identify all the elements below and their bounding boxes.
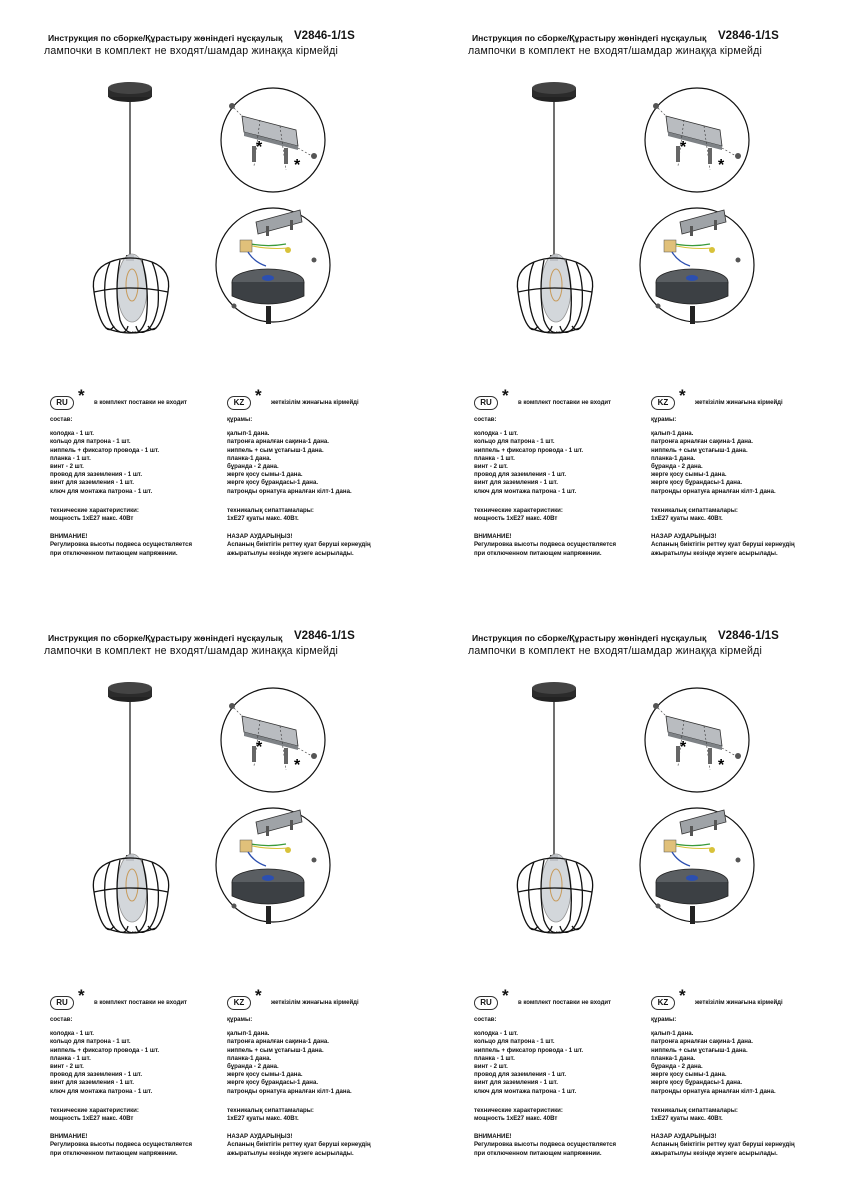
not-included-star-icon: *: [255, 986, 262, 1005]
bulbs-not-included-note: лампочки в комплект не входят/шамдар жинаққа кірмейді: [468, 45, 763, 57]
contents-title: құрамы:: [227, 416, 253, 423]
contents-title: құрамы:: [227, 1016, 253, 1023]
not-included-label: жеткізілім жинағына кірмейді: [695, 1000, 783, 1006]
warning-text: ажыратылуы кезінде жүзеге асырылады.: [651, 549, 778, 557]
warning-title: НАЗАР АУДАРЫҢЫЗ!: [227, 1133, 293, 1141]
warning-title: ВНИМАНИЕ!: [474, 1133, 512, 1141]
tech-specs-title: техникалық сипаттамалары:: [227, 506, 314, 514]
list-item: бұранда - 2 дана.: [227, 463, 279, 471]
not-included-label: в комплект поставки не входит: [518, 400, 611, 406]
pendant-lamp-illustration: [80, 80, 195, 340]
list-item: винт - 2 шт.: [474, 463, 508, 471]
kazakh-section: [651, 986, 841, 1158]
list-item: планка-1 дана.: [651, 1054, 696, 1062]
bulbs-not-included-note: лампочки в комплект не входят/шамдар жинаққа кірмейді: [44, 45, 339, 57]
tech-specs-value: мощность 1хЕ27 макс. 40Вт: [50, 515, 134, 523]
list-item: патронға арналған сақина-1 дана.: [651, 438, 754, 446]
list-item: жерге қосу бұрандасы-1 дана.: [227, 1079, 319, 1087]
marker-star: *: [256, 139, 263, 156]
list-item: планка-1 дана.: [651, 454, 696, 462]
list-item: провод для заземления - 1 шт.: [474, 471, 567, 479]
bulbs-not-included-note: лампочки в комплект не входят/шамдар жинаққа кірмейді: [468, 645, 763, 657]
list-item: патронға арналған сақина-1 дана.: [227, 1038, 330, 1046]
instruction-title: Инструкция по сборке/Құрастыру жөніндегі нұсқаулық: [472, 33, 707, 43]
warning-title: ВНИМАНИЕ!: [50, 533, 88, 541]
contents-title: состав:: [474, 416, 497, 423]
instruction-panel: [424, 600, 844, 1196]
list-item: жерге қосу бұрандасы-1 дана.: [651, 479, 743, 487]
list-item: ниппель + сым ұстағыш-1 дана.: [651, 446, 748, 454]
list-item: винт - 2 шт.: [50, 463, 84, 471]
list-item: винт для заземления - 1 шт.: [50, 479, 134, 487]
list-item: ниппель + сым ұстағыш-1 дана.: [227, 446, 324, 454]
pendant-lamp-illustration: [80, 680, 195, 940]
list-item: патронға арналған сақина-1 дана.: [227, 438, 330, 446]
warning-text: при отключенном питающем напряжении.: [50, 549, 178, 557]
list-item: кольцо для патрона - 1 шт.: [474, 1038, 555, 1046]
list-item: винт для заземления - 1 шт.: [50, 1079, 134, 1087]
list-item: бұранда - 2 дана.: [651, 463, 703, 471]
list-item: жерге қосу бұрандасы-1 дана.: [227, 479, 319, 487]
list-item: планка - 1 шт.: [50, 1054, 91, 1062]
list-item: планка - 1 шт.: [474, 454, 515, 462]
model-number: V2846-1/1S: [294, 630, 355, 642]
contents-list: [651, 430, 841, 496]
list-item: жерге қосу бұрандасы-1 дана.: [651, 1079, 743, 1087]
list-item: жерге қосу сымы-1 дана.: [651, 471, 727, 479]
contents-list: [227, 430, 417, 496]
list-item: жерге қосу сымы-1 дана.: [227, 1071, 303, 1079]
list-item: кольцо для патрона - 1 шт.: [50, 438, 131, 446]
list-item: кольцо для патрона - 1 шт.: [50, 1038, 131, 1046]
bulbs-not-included-note: лампочки в комплект не входят/шамдар жинаққа кірмейді: [44, 645, 339, 657]
list-item: ключ для монтажа патрона - 1 шт.: [474, 487, 577, 495]
list-item: бұранда - 2 дана.: [651, 1063, 703, 1071]
list-item: ниппель + фиксатор провода - 1 шт.: [50, 446, 160, 454]
warning-text: при отключенном питающем напряжении.: [474, 1149, 602, 1157]
instruction-panel: [0, 0, 420, 596]
warning: [474, 1133, 664, 1158]
tech-specs-value: 1хЕ27 қуаты макс. 40Вт.: [651, 515, 723, 523]
not-included-star-icon: *: [502, 986, 509, 1005]
list-item: провод для заземления - 1 шт.: [50, 471, 143, 479]
list-item: ниппель + сым ұстағыш-1 дана.: [227, 1046, 324, 1054]
list-item: планка - 1 шт.: [50, 454, 91, 462]
list-item: кольцо для патрона - 1 шт.: [474, 438, 555, 446]
not-included-star-icon: *: [679, 386, 686, 405]
list-item: ниппель + фиксатор провода - 1 шт.: [474, 1046, 584, 1054]
not-included-star-icon: *: [255, 386, 262, 405]
warning: [474, 533, 664, 558]
tech-specs: [227, 1107, 417, 1123]
list-item: винт - 2 шт.: [474, 1063, 508, 1071]
warning: [651, 533, 841, 558]
warning-title: ВНИМАНИЕ!: [50, 1133, 88, 1141]
tech-specs-title: техникалық сипаттамалары:: [651, 506, 738, 514]
list-item: колодка - 1 шт.: [474, 430, 518, 438]
list-item: ключ для монтажа патрона - 1 шт.: [474, 1087, 577, 1095]
not-included-star-icon: *: [78, 386, 85, 405]
tech-specs-title: техникалық сипаттамалары:: [227, 1106, 314, 1114]
warning-text: Аспаның биіктігін реттеу қуат беруші кернеудің: [651, 541, 795, 549]
warning-text: Аспаның биіктігін реттеу қуат беруші кернеудің: [227, 1141, 371, 1149]
mounting-bracket-detail: [638, 86, 756, 194]
list-item: қалып-1 дана.: [651, 430, 694, 438]
warning-text: Аспаның биіктігін реттеу қуат беруші кернеудің: [651, 1141, 795, 1149]
tech-specs: [474, 507, 664, 523]
instruction-title: Инструкция по сборке/Құрастыру жөніндегі нұсқаулық: [48, 633, 283, 643]
canopy-wiring-detail: [638, 200, 756, 330]
contents-list: [50, 1030, 240, 1096]
tech-specs-title: технические характеристики:: [50, 506, 139, 514]
ru-language-badge: RU: [474, 396, 498, 410]
contents-title: құрамы:: [651, 1016, 677, 1023]
tech-specs-value: 1хЕ27 қуаты макс. 40Вт.: [651, 1115, 723, 1123]
list-item: ключ для монтажа патрона - 1 шт.: [50, 1087, 153, 1095]
tech-specs-value: мощность 1хЕ27 макс. 40Вт: [50, 1115, 134, 1123]
tech-specs-value: 1хЕ27 қуаты макс. 40Вт.: [227, 1115, 299, 1123]
warning-text: Аспаның биіктігін реттеу қуат беруші кернеудің: [227, 541, 371, 549]
not-included-label: в комплект поставки не входит: [94, 1000, 187, 1006]
warning-title: ВНИМАНИЕ!: [474, 533, 512, 541]
contents-title: құрамы:: [651, 416, 677, 423]
tech-specs: [50, 1107, 240, 1123]
list-item: бұранда - 2 дана.: [227, 1063, 279, 1071]
list-item: провод для заземления - 1 шт.: [50, 1071, 143, 1079]
warning-title: НАЗАР АУДАРЫҢЫЗ!: [651, 1133, 717, 1141]
list-item: колодка - 1 шт.: [474, 1030, 518, 1038]
contents-list: [651, 1030, 841, 1096]
tech-specs-title: технические характеристики:: [474, 1106, 563, 1114]
list-item: ниппель + фиксатор провода - 1 шт.: [474, 446, 584, 454]
tech-specs-value: мощность 1хЕ27 макс. 40Вт: [474, 515, 558, 523]
list-item: патронды орнатуға арналған кілт-1 дана.: [651, 487, 776, 495]
mounting-bracket-detail: [214, 86, 332, 194]
marker-star: *: [680, 739, 687, 756]
tech-specs: [651, 1107, 841, 1123]
tech-specs: [50, 507, 240, 523]
list-item: патронды орнатуға арналған кілт-1 дана.: [227, 1087, 352, 1095]
canopy-wiring-detail: [214, 800, 332, 930]
kz-language-badge: KZ: [651, 396, 675, 410]
model-number: V2846-1/1S: [294, 30, 355, 42]
model-number: V2846-1/1S: [718, 30, 779, 42]
list-item: планка-1 дана.: [227, 1054, 272, 1062]
tech-specs-value: мощность 1хЕ27 макс. 40Вт: [474, 1115, 558, 1123]
tech-specs: [651, 507, 841, 523]
list-item: жерге қосу сымы-1 дана.: [227, 471, 303, 479]
kazakh-section: [227, 986, 417, 1158]
marker-star: *: [718, 757, 725, 774]
not-included-star-icon: *: [679, 986, 686, 1005]
list-item: планка - 1 шт.: [474, 1054, 515, 1062]
ru-language-badge: RU: [474, 996, 498, 1010]
not-included-star-icon: *: [502, 386, 509, 405]
instruction-panel: [0, 600, 420, 1196]
tech-specs-title: технические характеристики:: [474, 506, 563, 514]
not-included-label: жеткізілім жинағына кірмейді: [271, 1000, 359, 1006]
list-item: планка-1 дана.: [227, 454, 272, 462]
list-item: қалып-1 дана.: [227, 430, 270, 438]
list-item: қалып-1 дана.: [227, 1030, 270, 1038]
russian-section: [50, 986, 240, 1158]
list-item: жерге қосу сымы-1 дана.: [651, 1071, 727, 1079]
not-included-label: жеткізілім жинағына кірмейді: [271, 400, 359, 406]
warning-text: ажыратылуы кезінде жүзеге асырылады.: [227, 1149, 354, 1157]
list-item: колодка - 1 шт.: [50, 430, 94, 438]
tech-specs: [227, 507, 417, 523]
not-included-label: в комплект поставки не входит: [94, 400, 187, 406]
warning-text: ажыратылуы кезінде жүзеге асырылады.: [651, 1149, 778, 1157]
marker-star: *: [718, 157, 725, 174]
list-item: патронға арналған сақина-1 дана.: [651, 1038, 754, 1046]
warning-text: Регулировка высоты подвеса осуществляется: [50, 1141, 193, 1149]
pendant-lamp-illustration: [504, 80, 619, 340]
tech-specs-title: техникалық сипаттамалары:: [651, 1106, 738, 1114]
kz-language-badge: KZ: [227, 996, 251, 1010]
kazakh-section: [227, 386, 417, 558]
warning-title: НАЗАР АУДАРЫҢЫЗ!: [651, 533, 717, 541]
list-item: винт - 2 шт.: [50, 1063, 84, 1071]
list-item: провод для заземления - 1 шт.: [474, 1071, 567, 1079]
ru-language-badge: RU: [50, 396, 74, 410]
russian-section: [50, 386, 240, 558]
warning: [50, 533, 240, 558]
warning-text: при отключенном питающем напряжении.: [50, 1149, 178, 1157]
tech-specs-value: 1хЕ27 қуаты макс. 40Вт.: [227, 515, 299, 523]
list-item: ниппель + фиксатор провода - 1 шт.: [50, 1046, 160, 1054]
kz-language-badge: KZ: [651, 996, 675, 1010]
tech-specs: [474, 1107, 664, 1123]
warning-text: Регулировка высоты подвеса осуществляется: [50, 541, 193, 549]
russian-section: [474, 986, 664, 1158]
not-included-label: жеткізілім жинағына кірмейді: [695, 400, 783, 406]
warning-title: НАЗАР АУДАРЫҢЫЗ!: [227, 533, 293, 541]
ru-language-badge: RU: [50, 996, 74, 1010]
list-item: винт для заземления - 1 шт.: [474, 1079, 558, 1087]
warning-text: Регулировка высоты подвеса осуществляется: [474, 1141, 617, 1149]
model-number: V2846-1/1S: [718, 630, 779, 642]
marker-star: *: [294, 157, 301, 174]
contents-title: состав:: [50, 416, 73, 423]
list-item: патронды орнатуға арналған кілт-1 дана.: [227, 487, 352, 495]
marker-star: *: [294, 757, 301, 774]
russian-section: [474, 386, 664, 558]
not-included-label: в комплект поставки не входит: [518, 1000, 611, 1006]
list-item: винт для заземления - 1 шт.: [474, 479, 558, 487]
list-item: ниппель + сым ұстағыш-1 дана.: [651, 1046, 748, 1054]
instruction-title: Инструкция по сборке/Құрастыру жөніндегі нұсқаулық: [48, 33, 283, 43]
list-item: колодка - 1 шт.: [50, 1030, 94, 1038]
warning: [50, 1133, 240, 1158]
pendant-lamp-illustration: [504, 680, 619, 940]
mounting-bracket-detail: [214, 686, 332, 794]
warning-text: ажыратылуы кезінде жүзеге асырылады.: [227, 549, 354, 557]
kz-language-badge: KZ: [227, 396, 251, 410]
contents-list: [227, 1030, 417, 1096]
warning-text: Регулировка высоты подвеса осуществляется: [474, 541, 617, 549]
contents-list: [474, 1030, 664, 1096]
marker-star: *: [256, 739, 263, 756]
warning: [227, 1133, 417, 1158]
not-included-star-icon: *: [78, 986, 85, 1005]
contents-list: [474, 430, 664, 496]
contents-title: состав:: [50, 1016, 73, 1023]
instruction-title: Инструкция по сборке/Құрастыру жөніндегі нұсқаулық: [472, 633, 707, 643]
warning-text: при отключенном питающем напряжении.: [474, 549, 602, 557]
contents-title: состав:: [474, 1016, 497, 1023]
kazakh-section: [651, 386, 841, 558]
tech-specs-title: технические характеристики:: [50, 1106, 139, 1114]
contents-list: [50, 430, 240, 496]
canopy-wiring-detail: [638, 800, 756, 930]
list-item: патронды орнатуға арналған кілт-1 дана.: [651, 1087, 776, 1095]
marker-star: *: [680, 139, 687, 156]
list-item: ключ для монтажа патрона - 1 шт.: [50, 487, 153, 495]
instruction-panel: [424, 0, 844, 596]
warning: [651, 1133, 841, 1158]
list-item: қалып-1 дана.: [651, 1030, 694, 1038]
canopy-wiring-detail: [214, 200, 332, 330]
mounting-bracket-detail: [638, 686, 756, 794]
warning: [227, 533, 417, 558]
